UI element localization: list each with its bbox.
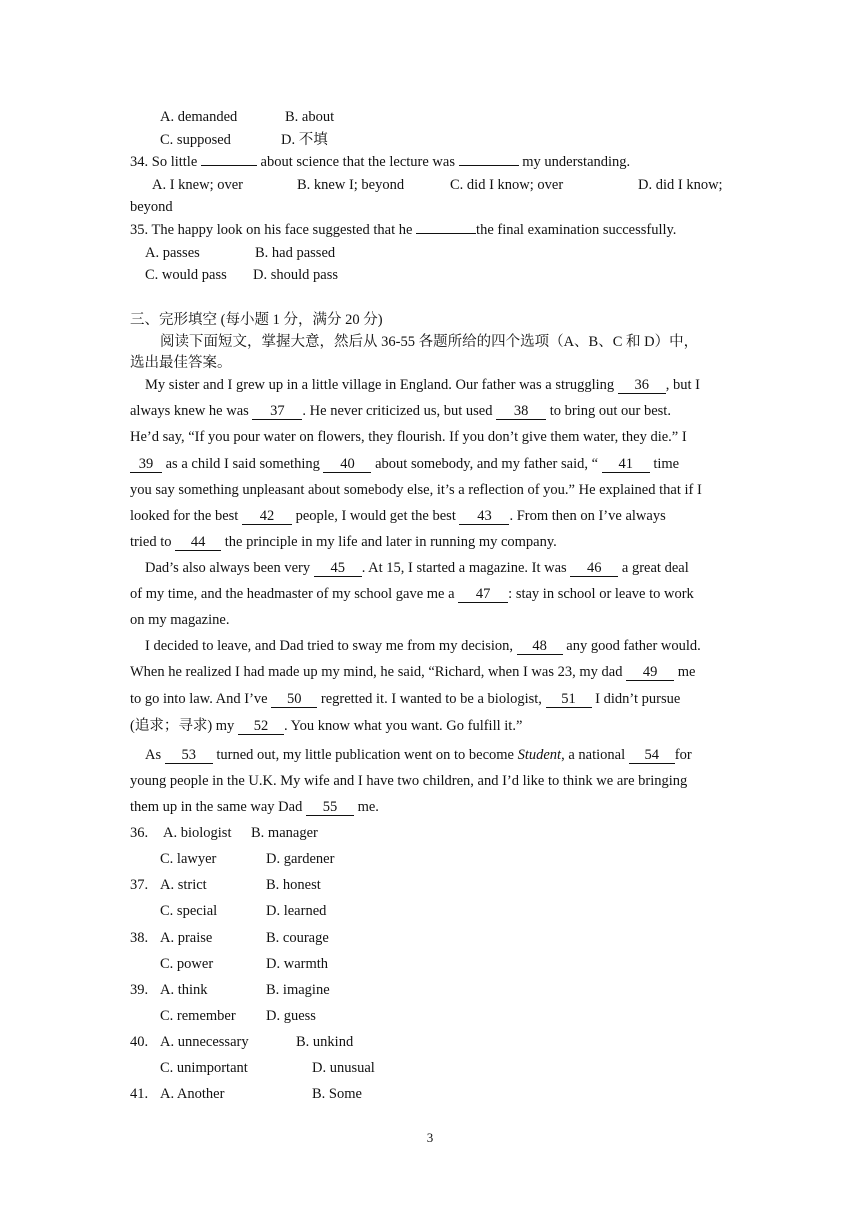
passage-line: (追求；寻求) my 52 . You know what you want. Go fulfill it.” xyxy=(130,718,523,734)
option-number: 40. xyxy=(130,1034,149,1050)
passage-line: them up in the same way Dad 55 me. xyxy=(130,799,379,815)
q33-option-a: A. demanded xyxy=(160,109,238,125)
passage-line: always knew he was 37 . He never criticized us, but used 38 to bring out our best. xyxy=(130,403,671,419)
option-d: D. unusual xyxy=(312,1060,375,1076)
blank-41: 41 xyxy=(602,457,650,473)
q33-option-c: C. supposed xyxy=(160,132,231,148)
blank-53: 53 xyxy=(165,748,213,764)
option-a: A. think xyxy=(160,982,208,998)
blank-42: 42 xyxy=(242,509,292,525)
blank-46: 46 xyxy=(570,561,618,577)
option-d: D. warmth xyxy=(266,956,329,972)
option-number: 36. xyxy=(130,825,149,841)
option-number: 39. xyxy=(130,982,149,998)
option-number: 38. xyxy=(130,930,149,946)
passage-line: Dad’s also always been very 45 . At 15, I started a magazine. It was 46 a great deal xyxy=(145,560,689,576)
q34-option-a: A. I knew; over xyxy=(152,177,244,193)
blank-50: 50 xyxy=(271,692,317,708)
q34-option-d: D. did I know; xyxy=(638,177,723,193)
passage-line: When he realized I had made up my mind, he said, “Richard, when I was 23, my dad 49 me xyxy=(130,664,696,680)
option-d: D. gardener xyxy=(266,851,335,867)
q34-option-b: B. knew I; beyond xyxy=(297,177,405,193)
blank-45: 45 xyxy=(314,561,362,577)
passage-line: I decided to leave, and Dad tried to sway me from my decision, 48 any good father would. xyxy=(145,638,701,654)
option-c: C. unimportant xyxy=(160,1060,248,1076)
q34-option-c: C. did I know; over xyxy=(450,177,564,193)
blank-37: 37 xyxy=(252,404,302,420)
passage-line: of my time, and the headmaster of my school gave me a 47 : stay in school or leave to work xyxy=(130,586,694,602)
q35-stem: 35. The happy look on his face suggested that he the final examination successfully. xyxy=(130,222,677,238)
option-a: A. strict xyxy=(160,877,207,893)
q35-option-c: C. would pass xyxy=(145,267,227,283)
option-b: B. honest xyxy=(266,877,321,893)
q34-stem: 34. So little about science that the lecture was my understanding. xyxy=(130,154,631,170)
option-b: B. unkind xyxy=(296,1034,354,1050)
passage-line: looked for the best 42 people, I would get the best 43 . From then on I’ve always xyxy=(130,508,666,524)
passage-line: to go into law. And I’ve 50 regretted it. I wanted to be a biologist, 51 I didn’t pursue xyxy=(130,691,681,707)
blank-43: 43 xyxy=(459,509,509,525)
passage-line: you say something unpleasant about somebody else, it’s a reflection of you.” He explained that if I xyxy=(130,482,702,498)
option-c: C. lawyer xyxy=(160,851,217,867)
passage-line: on my magazine. xyxy=(130,612,230,628)
page-number: 3 xyxy=(426,1130,434,1145)
option-d: D. guess xyxy=(266,1008,316,1024)
passage-line: As 53 turned out, my little publication went on to become Student, a national 54 for xyxy=(145,747,692,763)
option-b: B. Some xyxy=(312,1086,362,1102)
section-instruction: 阅读下面短文，掌握大意，然后从 36-55 各题所给的四个选项（A、B、C 和 D）中， xyxy=(160,334,699,350)
option-a: A. biologist xyxy=(163,825,232,841)
blank-47: 47 xyxy=(458,587,508,603)
q35-option-d: D. should pass xyxy=(253,267,338,283)
q33-option-b: B. about xyxy=(285,109,335,125)
blank-52: 52 xyxy=(238,719,284,735)
blank-36: 36 xyxy=(618,378,666,394)
option-c: C. power xyxy=(160,956,214,972)
option-a: A. unnecessary xyxy=(160,1034,249,1050)
option-d: D. learned xyxy=(266,903,327,919)
q35-option-b: B. had passed xyxy=(255,245,336,261)
blank-54: 54 xyxy=(629,748,675,764)
option-a: A. praise xyxy=(160,930,213,946)
passage-line: tried to 44 the principle in my life and later in running my company. xyxy=(130,534,557,550)
blank-38: 38 xyxy=(496,404,546,420)
blank-51: 51 xyxy=(546,692,592,708)
blank-55: 55 xyxy=(306,800,354,816)
passage-line: young people in the U.K. My wife and I have two children, and I’d like to think we are bringing xyxy=(130,773,688,789)
option-number: 37. xyxy=(130,877,149,893)
option-b: B. imagine xyxy=(266,982,330,998)
option-a: A. Another xyxy=(160,1086,225,1102)
section-heading: 三、完形填空 (每小题 1 分，满分 20 分) xyxy=(130,312,383,328)
option-b: B. courage xyxy=(266,930,329,946)
passage-line: He’d say, “If you pour water on flowers, they flourish. If you don’t give them water, they die.” I xyxy=(130,429,687,445)
option-c: C. remember xyxy=(160,1008,236,1024)
option-c: C. special xyxy=(160,903,218,919)
passage-line: My sister and I grew up in a little village in England. Our father was a struggling 36 , but I xyxy=(145,377,700,393)
section-instruction-cont: 选出最佳答案。 xyxy=(130,355,232,371)
blank-49: 49 xyxy=(626,665,674,681)
q33-option-d: D. 不填 xyxy=(281,132,328,148)
blank-44: 44 xyxy=(175,535,221,551)
q35-option-a: A. passes xyxy=(145,245,200,261)
option-b: B. manager xyxy=(251,825,318,841)
q34-option-d-continued: beyond xyxy=(130,199,173,215)
blank-40: 40 xyxy=(323,457,371,473)
blank-39: 39 xyxy=(130,457,162,473)
option-number: 41. xyxy=(130,1086,149,1102)
passage-line: 39 as a child I said something 40 about somebody, and my father said, “ 41 time xyxy=(130,455,679,473)
blank-48: 48 xyxy=(517,639,563,655)
